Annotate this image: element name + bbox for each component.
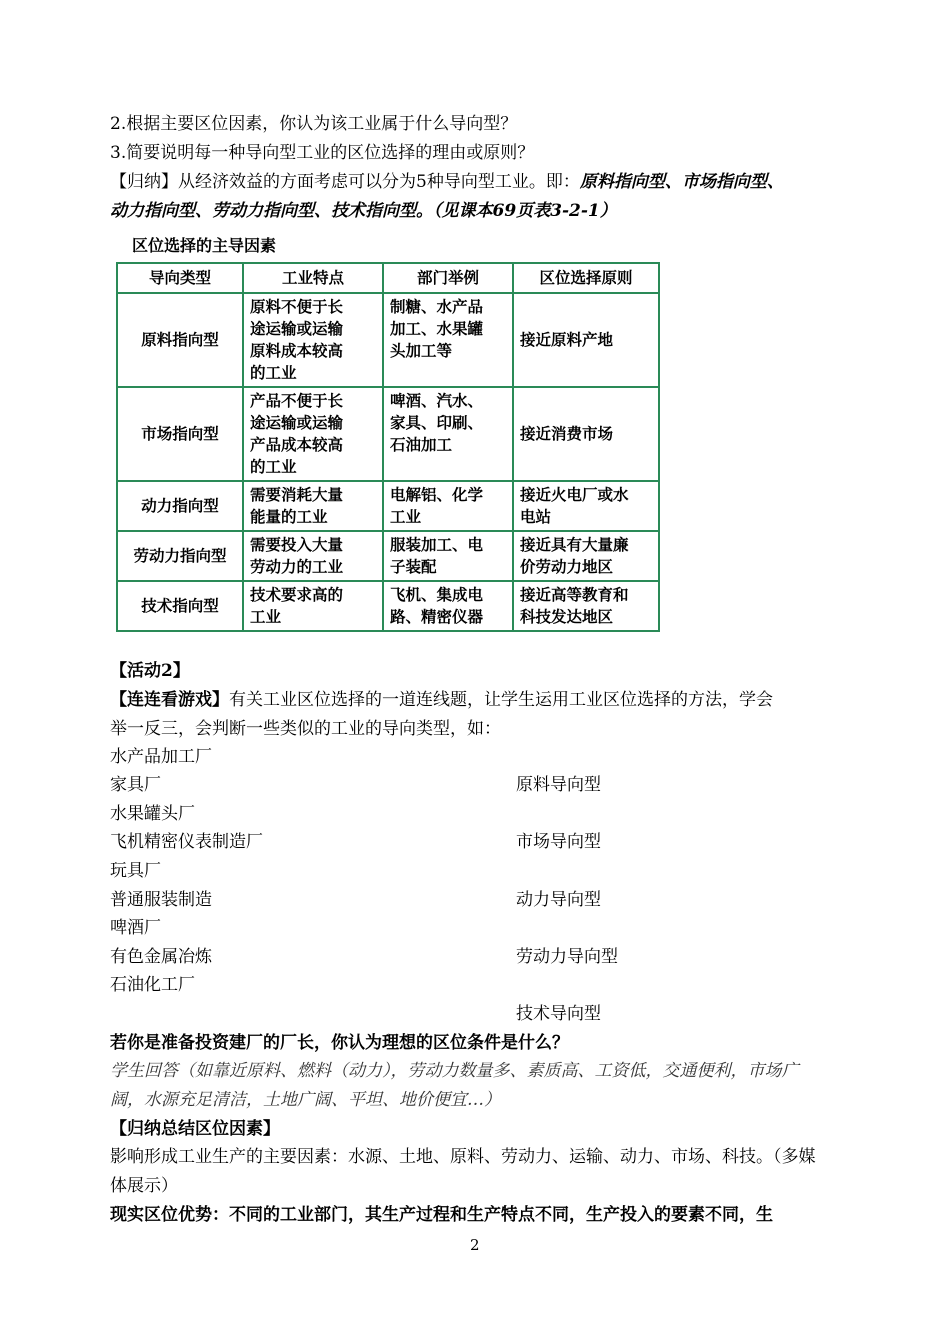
orientation-option: 市场导向型 (516, 832, 601, 852)
rule-cell (513, 293, 659, 387)
example-cell-line: 子装配 (390, 558, 437, 576)
feature-cell (243, 581, 383, 631)
student-answer-line-2: 阔，水源充足清洁，土地广阔、平坦、地价便宜…） (110, 1090, 501, 1110)
table-header-cell: 部门举例 (383, 263, 513, 293)
game-line-1 (110, 687, 773, 713)
location-factors-table (116, 262, 660, 632)
example-cell-line: 路、精密仪器 (390, 608, 484, 626)
rule-cell-line: 价劳动力地区 (520, 558, 614, 576)
list-item: 啤酒厂 (110, 918, 161, 938)
list-item: 普通服装制造 (110, 890, 212, 910)
orientation-option: 技术导向型 (516, 1004, 601, 1024)
list-item: 水产品加工厂 (110, 747, 212, 767)
rule-cell (513, 481, 659, 531)
table-row (117, 481, 659, 531)
list-item: 水果罐头厂 (110, 804, 195, 824)
table-row (117, 531, 659, 581)
type-cell: 市场指向型 (117, 387, 243, 481)
feature-cell-line: 产品成本较高 (250, 436, 344, 454)
list-item: 飞机精密仪表制造厂 (110, 832, 263, 852)
rule-cell (513, 531, 659, 581)
example-cell-line: 家具、印刷、 (390, 414, 484, 432)
summary-2-heading: 【归纳总结区位因素】 (110, 1119, 280, 1139)
game-label: 【连连看游戏】 (110, 690, 229, 710)
summary-emphasis-2: 动力指向型、劳动力指向型、技术指向型。（见课本69页表3-2-1） (110, 201, 617, 221)
table-header-cell: 工业特点 (243, 263, 383, 293)
table-row (117, 581, 659, 631)
table-row (117, 387, 659, 481)
feature-cell-line: 工业 (250, 608, 282, 626)
feature-cell (243, 387, 383, 481)
question-3: 3.简要说明每一种导向型工业的区位选择的理由或原则？ (110, 143, 535, 163)
table-header-cell: 区位选择原则 (513, 263, 659, 293)
feature-cell-line: 的工业 (250, 458, 297, 476)
type-cell: 劳动力指向型 (117, 531, 243, 581)
list-item: 玩具厂 (110, 861, 161, 881)
orientation-option: 动力导向型 (516, 890, 601, 910)
rule-cell-line: 接近高等教育和 (520, 586, 629, 604)
example-cell-line: 工业 (390, 508, 422, 526)
feature-cell-line: 原料成本较高 (250, 342, 344, 360)
rule-cell-line: 接近原料产地 (520, 331, 614, 349)
student-answer-line-1: 学生回答（如靠近原料、燃料（动力），劳动力数量多、素质高、工资低，交通便利，市场广 (110, 1061, 799, 1081)
summary-2-line-2: 体展示） (110, 1176, 178, 1196)
feature-cell-line: 途运输或运输 (250, 414, 344, 432)
question-2: 2.根据主要区位因素，你认为该工业属于什么导向型？ (110, 114, 518, 134)
rule-cell-line: 电站 (520, 508, 552, 526)
factory-question: 若你是准备投资建厂的厂长，你认为理想的区位条件是什么？ (110, 1033, 569, 1053)
example-cell-line: 加工、水果罐 (390, 320, 484, 338)
feature-cell (243, 293, 383, 387)
example-cell (383, 581, 513, 631)
example-cell-line: 电解铝、化学 (390, 486, 484, 504)
type-cell: 技术指向型 (117, 581, 243, 631)
location-advantage: 现实区位优势：不同的工业部门，其生产过程和生产特点不同，生产投入的要素不同，生 (110, 1205, 773, 1225)
rule-cell-line: 科技发达地区 (520, 608, 614, 626)
feature-cell-line: 产品不便于长 (250, 392, 344, 410)
feature-cell-line: 技术要求高的 (250, 586, 344, 604)
feature-cell (243, 481, 383, 531)
table-header-row (117, 263, 659, 293)
example-cell (383, 387, 513, 481)
list-item: 家具厂 (110, 775, 161, 795)
rule-cell-line: 接近消费市场 (520, 425, 614, 443)
rule-cell-line: 接近具有大量廉 (520, 536, 629, 554)
example-cell-line: 啤酒、汽水、 (390, 392, 484, 410)
example-cell (383, 481, 513, 531)
activity-2-heading: 【活动2】 (110, 661, 190, 681)
type-cell: 原料指向型 (117, 293, 243, 387)
rule-cell-line: 接近火电厂或水 (520, 486, 629, 504)
table-row (117, 293, 659, 387)
example-cell-line: 头加工等 (390, 342, 453, 360)
example-cell (383, 531, 513, 581)
example-cell (383, 293, 513, 387)
summary-emphasis-1: 原料指向型、市场指向型、 (579, 172, 784, 192)
feature-cell-line: 的工业 (250, 364, 297, 382)
table-header-cell: 导向类型 (117, 263, 243, 293)
summary-2-line-1: 影响形成工业生产的主要因素：水源、土地、原料、劳动力、运输、动力、市场、科技。（多媒 (110, 1147, 816, 1167)
list-item: 有色金属冶炼 (110, 947, 212, 967)
rule-cell (513, 581, 659, 631)
rule-cell (513, 387, 659, 481)
feature-cell-line: 需要消耗大量 (250, 486, 344, 504)
example-cell-line: 制糖、水产品 (390, 298, 484, 316)
example-cell-line: 飞机、集成电 (390, 586, 484, 604)
feature-cell-line: 劳动力的工业 (250, 558, 344, 576)
page-number: 2 (470, 1236, 480, 1254)
figure-title: 区位选择的主导因素 (132, 236, 277, 255)
orientation-option: 原料导向型 (516, 775, 601, 795)
feature-cell-line: 需要投入大量 (250, 536, 344, 554)
feature-cell-line: 途运输或运输 (250, 320, 344, 338)
game-text-2: 举一反三，会判断一些类似的工业的导向类型，如： (110, 719, 501, 739)
game-text-1: 有关工业区位选择的一道连线题，让学生运用工业区位选择的方法，学会 (229, 690, 773, 710)
orientation-option: 劳动力导向型 (516, 947, 618, 967)
type-cell: 动力指向型 (117, 481, 243, 531)
example-cell-line: 石油加工 (390, 436, 453, 454)
list-item: 石油化工厂 (110, 975, 195, 995)
summary-line-1 (110, 169, 784, 195)
feature-cell-line: 能量的工业 (250, 508, 328, 526)
feature-cell-line: 原料不便于长 (250, 298, 344, 316)
feature-cell (243, 531, 383, 581)
summary-prefix: 【归纳】从经济效益的方面考虑可以分为5种导向型工业。即： (110, 172, 580, 192)
example-cell-line: 服装加工、电 (390, 536, 484, 554)
